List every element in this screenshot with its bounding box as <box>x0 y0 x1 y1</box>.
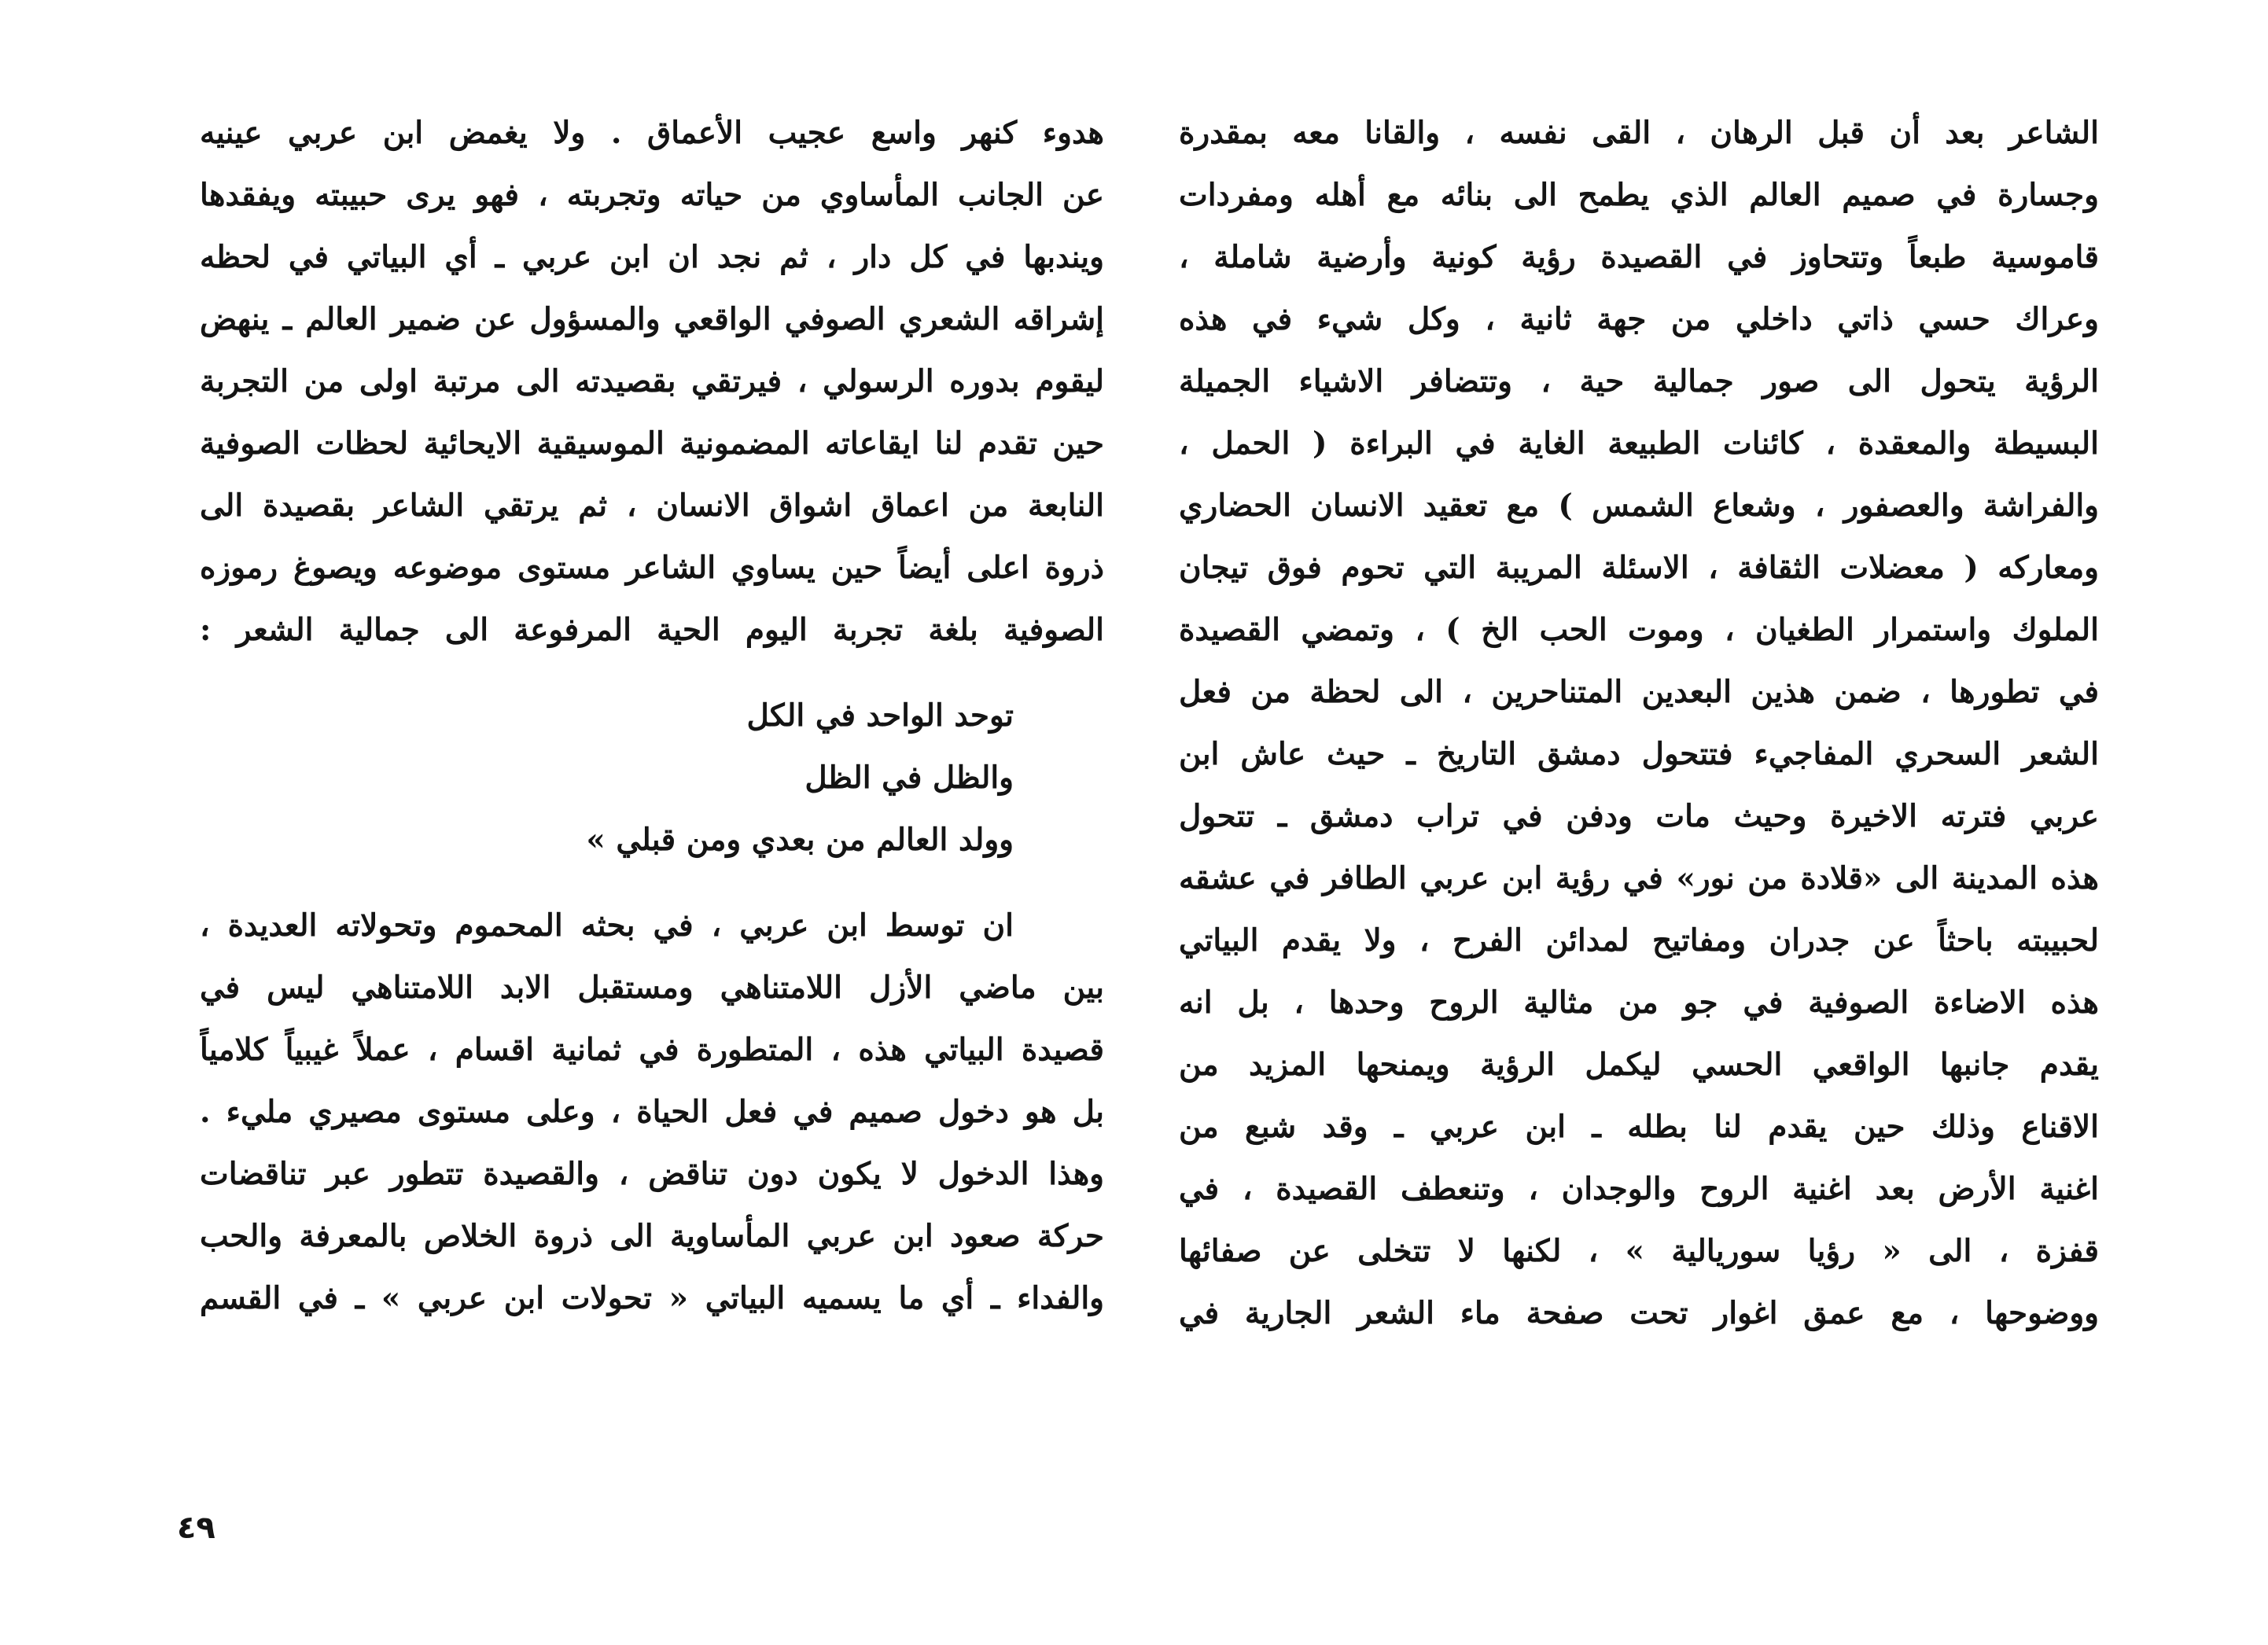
text-line: هدوء كنهر واسع عجيب الأعماق . ولا يغمض ابن عربي عينيه <box>200 115 1104 151</box>
paragraph-2 <box>200 895 1104 1330</box>
text-line: قصيدة البياتي هذه ، المتطورة في ثمانية اقسام ، عملاً غيبياً كلامياً <box>200 1032 1104 1068</box>
text-line: والفراشة والعصفور ، وشعاع الشمس ) مع تعقيد الانسان الحضاري <box>1179 488 2099 524</box>
text-line: النابعة من اعماق اشواق الانسان ، ثم يرتقي الشاعر بقصيدة الى <box>200 488 1104 524</box>
text-line: الملوك واستمرار الطغيان ، وموت الحب الخ ) ، وتمضي القصيدة <box>1179 612 2099 648</box>
text-line: عن الجانب المأساوي من حياته وتجربته ، فهو يرى حبيبته ويفقدها <box>200 177 1104 213</box>
text-line: اغنية الأرض بعد اغنية الروح والوجدان ، وتنعطف القصيدة ، في <box>1179 1171 2099 1207</box>
text-line: حركة صعود ابن عربي المأساوية الى ذروة الخلاص بالمعرفة والحب <box>200 1218 1104 1254</box>
text-line: الرؤية يتحول الى صور جمالية حية ، وتتضافر الاشياء الجميلة <box>1179 363 2099 399</box>
text-line: الشعر السحري المفاجيء فتتحول دمشق التاريخ ـ حيث عاش ابن <box>1179 736 2099 772</box>
text-line: بل هو دخول صميم في فعل الحياة ، وعلى مستوى مصيري مليء . <box>200 1094 1104 1130</box>
text-line: البسيطة والمعقدة ، كائنات الطبيعة الغاية في البراءة ( الحمل ، <box>1179 425 2099 462</box>
verse-line: وولد العالم من بعدي ومن قبلي » <box>586 822 1014 858</box>
page-number: ٤٩ <box>177 1510 215 1546</box>
text-line: ان توسط ابن عربي ، في بحثه المحموم وتحولاته العديدة ، <box>200 907 1014 944</box>
text-line: يقدم جانبها الواقعي الحسي ليكمل الرؤية ويمنحها المزيد من <box>1179 1047 2099 1083</box>
text-line: الشاعر بعد أن قبل الرهان ، القى نفسه ، والقانا معه بمقدرة <box>1179 115 2099 151</box>
text-line: ووضوحها ، مع عمق اغوار تحت صفحة ماء الشعر الجارية في <box>1179 1295 2099 1331</box>
text-line: ليقوم بدوره الرسولي ، فيرتقي بقصيدته الى مرتبة اولى من التجربة <box>200 363 1104 399</box>
text-line: ويندبها في كل دار ، ثم نجد ان ابن عربي ـ أي البياتي في لحظه <box>200 239 1104 275</box>
text-line: عربي فترته الاخيرة وحيث مات ودفن في تراب دمشق ـ تتحول <box>1179 798 2099 834</box>
text-line: لحبيبته باحثاً عن جدران ومفاتيح لمدائن الفرح ، ولا يقدم البياتي <box>1179 922 2099 959</box>
text-line: في تطورها ، ضمن هذين البعدين المتناحرين ، الى لحظة من فعل <box>1179 674 2099 710</box>
text-line: حين تقدم لنا ايقاعاته المضمونية الموسيقية الايحائية لحظات الصوفية <box>200 425 1104 462</box>
text-line: وعراك حسي ذاتي داخلي من جهة ثانية ، وكل شيء في هذه <box>1179 301 2099 337</box>
text-line: الصوفية بلغة تجربة اليوم الحية المرفوعة الى جمالية الشعر : <box>200 612 1104 648</box>
text-line: ذروة اعلى أيضاً حين يساوي الشاعر مستوى موضوعه ويصوغ رموزه <box>200 550 1104 586</box>
text-line: بين ماضي الأزل اللامتناهي ومستقبل الابد اللامتناهي ليس في <box>200 970 1104 1006</box>
text-line: وهذا الدخول لا يكون دون تناقض ، والقصيدة تتطور عبر تناقضات <box>200 1156 1104 1192</box>
text-line: الاقناع وذلك حين يقدم لنا بطله ـ ابن عربي ـ وقد شبع من <box>1179 1109 2099 1145</box>
verse-line: والظل في الظل <box>804 760 1014 796</box>
text-line: هذه المدينة الى «قلادة من نور» في رؤية ابن عربي الطافر في عشقه <box>1179 860 2099 896</box>
text-line: وجسارة في صميم العالم الذي يطمح الى بنائه مع أهله ومفردات <box>1179 177 2099 213</box>
text-line: والفداء ـ أي ما يسميه البياتي « تحولات ابن عربي » ـ في القسم <box>200 1280 1104 1316</box>
text-line: قفزة ، الى « رؤيا سوريالية » ، لكنها لا تتخلى عن صفائها <box>1179 1233 2099 1269</box>
text-line: هذه الاضاءة الصوفية في جو من مثالية الروح وحدها ، بل انه <box>1179 984 2099 1021</box>
text-line: إشراقه الشعري الصوفي الواقعي والمسؤول عن ضمير العالم ـ ينهض <box>200 301 1104 337</box>
left-text-column <box>200 102 1104 1330</box>
verse-line: توحد الواحد في الكل <box>746 697 1014 734</box>
verse-block <box>200 685 1104 871</box>
text-line: ومعاركه ( معضلات الثقافة ، الاسئلة المريبة التي تحوم فوق تيجان <box>1179 550 2099 586</box>
text-line: قاموسية طبعاً وتتحاوز في القصيدة رؤية كونية وأرضية شاملة ، <box>1179 239 2099 275</box>
paragraph-1 <box>200 102 1104 661</box>
right-text-column <box>1179 102 2099 1345</box>
